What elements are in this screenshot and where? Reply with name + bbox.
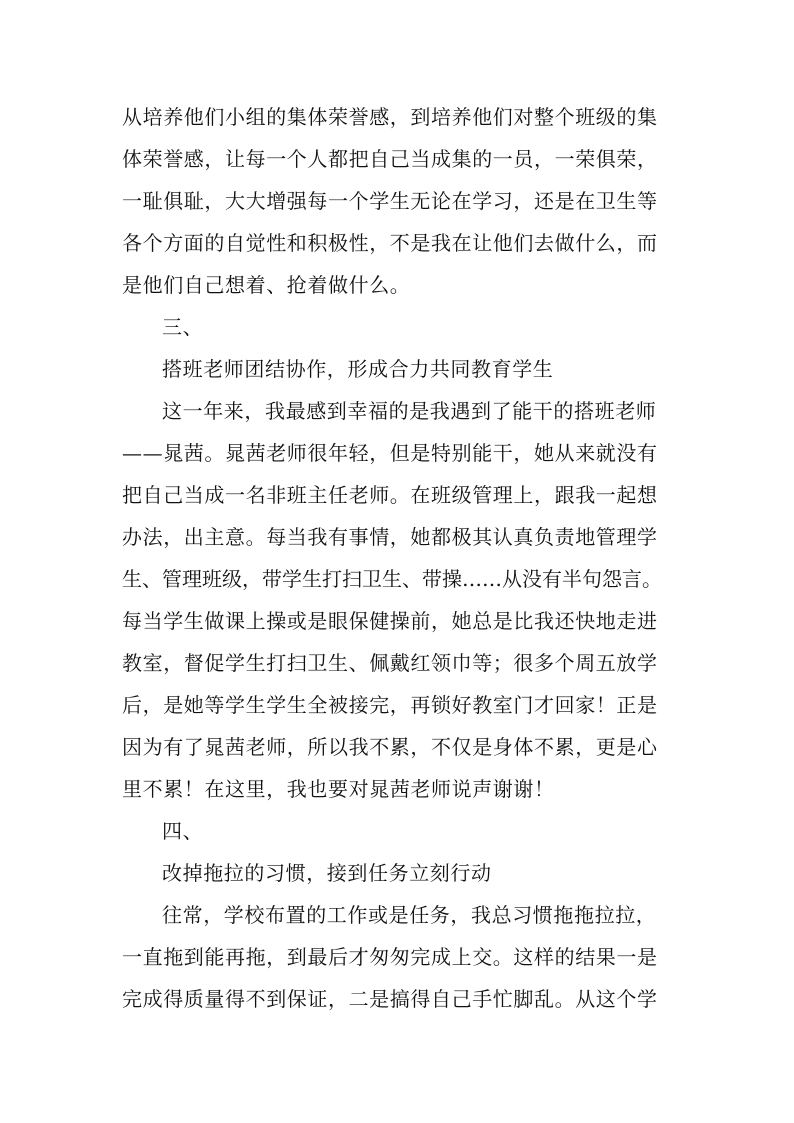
text-line: 一耻俱耻，大大增强每一个学生无论在学习，还是在卫生等 <box>122 189 658 213</box>
text-line: 后，是她等学生学生全被接完，再锁好教室门才回家！正是 <box>122 693 658 717</box>
text-line: 每当学生做课上操或是眼保健操前，她总是比我还快地走进 <box>122 609 658 633</box>
text-line: 是他们自己想着、抢着做什么。 <box>122 273 411 297</box>
text-line: 体荣誉感，让每一个人都把自己当成集的一员，一荣俱荣， <box>122 147 658 171</box>
text-line: 这一年来，我最感到幸福的是我遇到了能干的搭班老师 <box>162 399 657 423</box>
text-line: 办法，出主意。每当我有事情，她都极其认真负责地管理学 <box>122 525 658 549</box>
text-line: 一直拖到能再拖，到最后才匆匆完成上交。这样的结果一是 <box>122 945 658 969</box>
text-line: 生、管理班级，带学生打扫卫生、带操……从没有半句怨言。 <box>122 567 662 591</box>
text-line: 把自己当成一名非班主任老师。在班级管理上，跟我一起想 <box>122 483 658 507</box>
text-line: 教室，督促学生打扫卫生、佩戴红领巾等；很多个周五放学 <box>122 651 658 675</box>
section-heading: 改掉拖拉的习惯，接到任务立刻行动 <box>162 861 492 885</box>
text-line: 里不累！在这里，我也要对晁茜老师说声谢谢！ <box>122 777 555 801</box>
text-line: 从培养他们小组的集体荣誉感，到培养他们对整个班级的集 <box>122 105 658 129</box>
text-line: 因为有了晁茜老师，所以我不累，不仅是身体不累，更是心 <box>122 735 658 759</box>
section-number: 三、 <box>162 315 204 339</box>
text-line: 往常，学校布置的工作或是任务，我总习惯拖拖拉拉， <box>162 903 657 927</box>
section-heading: 搭班老师团结协作，形成合力共同教育学生 <box>162 357 554 381</box>
text-line: ——晁茜。晁茜老师很年轻，但是特别能干，她从来就没有 <box>122 441 658 465</box>
section-number: 四、 <box>162 819 204 843</box>
text-line: 完成得质量得不到保证，二是搞得自己手忙脚乱。从这个学 <box>122 987 658 1011</box>
text-line: 各个方面的自觉性和积极性，不是我在让他们去做什么，而 <box>122 231 658 255</box>
